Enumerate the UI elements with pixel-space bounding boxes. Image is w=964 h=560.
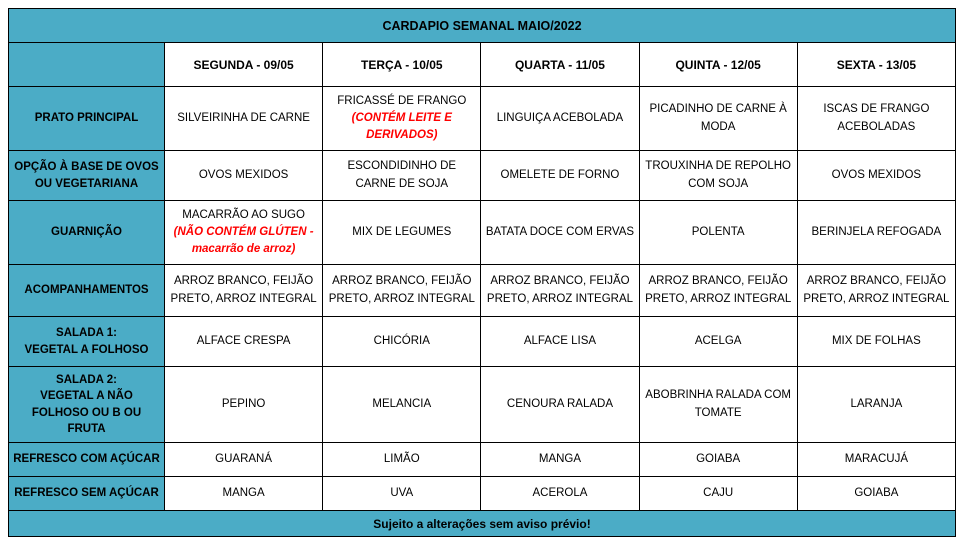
row-header-line: GUARNIÇÃO — [51, 226, 122, 239]
dish-name: ALFACE LISA — [523, 334, 597, 347]
menu-cell — [165, 87, 323, 151]
day-header-1: SEGUNDA - 09/05 — [165, 43, 323, 87]
dish-name: MIX DE LEGUMES — [352, 225, 452, 238]
menu-cell — [165, 317, 323, 367]
dish-name: LIMÃO — [383, 452, 420, 465]
menu-row-7 — [9, 477, 956, 511]
row-header-line: SALADA 1: — [56, 327, 117, 340]
menu-cell — [323, 87, 481, 151]
dish-name: PEPINO — [221, 397, 266, 410]
menu-row-2 — [9, 201, 956, 265]
dish-name: BATATA DOCE COM ERVAS — [485, 225, 635, 238]
menu-cell — [165, 151, 323, 201]
row-header-line: OU VEGETARIANA — [34, 177, 139, 190]
row-header-line: VEGETAL A FOLHOSO — [24, 343, 149, 356]
dish-name: OMELETE DE FORNO — [500, 168, 620, 181]
menu-cell — [165, 265, 323, 317]
menu-row-0 — [9, 87, 956, 151]
row-header-line: REFRESCO SEM AÇÚCAR — [14, 487, 159, 500]
dish-name: ACEROLA — [532, 486, 588, 499]
row-header-line: SALADA 2: — [56, 374, 117, 387]
row-header-line: PRATO PRINCIPAL — [34, 112, 139, 125]
dish-name: GUARANÁ — [215, 452, 273, 465]
row-header — [9, 87, 165, 151]
menu-cell — [797, 87, 955, 151]
dish-name: MARACUJÁ — [844, 452, 908, 465]
menu-cell — [797, 443, 955, 477]
allergen-note: (CONTÉM LEITE E DERIVADOS) — [351, 111, 452, 142]
dish-name: GOIABA — [854, 486, 899, 499]
dish-name: OVOS MEXIDOS — [831, 168, 922, 181]
menu-row-5 — [9, 367, 956, 443]
dish-name: ESCONDIDINHO DE CARNE DE SOJA — [347, 160, 457, 190]
day-header-5: SEXTA - 13/05 — [797, 43, 955, 87]
dish-name: MIX DE FOLHAS — [831, 334, 921, 347]
menu-cell — [323, 265, 481, 317]
dish-name: MANGA — [222, 486, 265, 499]
dish-name: UVA — [390, 486, 414, 499]
dish-name: TROUXINHA DE REPOLHO COM SOJA — [645, 160, 791, 190]
menu-cell — [165, 477, 323, 511]
dish-name: MELANCIA — [372, 397, 432, 410]
day-header-3: QUARTA - 11/05 — [481, 43, 639, 87]
menu-row-4 — [9, 317, 956, 367]
dish-name: MACARRÃO AO SUGO — [182, 208, 305, 221]
menu-body — [9, 87, 956, 511]
row-header-line: FOLHOSO OU B OU — [31, 406, 142, 419]
row-header — [9, 151, 165, 201]
dish-name: POLENTA — [691, 225, 745, 238]
day-header-row — [9, 43, 956, 87]
weekly-menu-table — [8, 8, 956, 537]
dish-name: MANGA — [538, 452, 582, 465]
dish-name: ARROZ BRANCO, FEIJÃO PRETO, ARROZ INTEGRAL — [170, 275, 317, 305]
menu-cell — [639, 87, 797, 151]
row-header — [9, 367, 165, 443]
row-header — [9, 477, 165, 511]
menu-cell — [481, 317, 639, 367]
dish-name: SILVEIRINHA DE CARNE — [177, 111, 310, 124]
dish-name: LINGUIÇA ACEBOLADA — [496, 111, 624, 124]
menu-cell — [165, 367, 323, 443]
menu-cell — [165, 201, 323, 265]
dish-name: CAJU — [703, 486, 734, 499]
menu-cell — [797, 201, 955, 265]
dish-name: PICADINHO DE CARNE À MODA — [649, 103, 787, 133]
menu-cell — [481, 201, 639, 265]
menu-cell — [481, 367, 639, 443]
menu-cell — [481, 443, 639, 477]
dish-name: OVOS MEXIDOS — [198, 168, 289, 181]
menu-cell — [639, 151, 797, 201]
menu-cell — [797, 151, 955, 201]
menu-cell — [323, 151, 481, 201]
row-header-line: ACOMPANHAMENTOS — [24, 284, 149, 297]
day-header-4: QUINTA - 12/05 — [639, 43, 797, 87]
row-header-line: REFRESCO COM AÇÚCAR — [13, 453, 160, 466]
menu-cell — [639, 317, 797, 367]
dish-name: BERINJELA REFOGADA — [811, 225, 942, 238]
dish-name: GOIABA — [696, 452, 741, 465]
menu-cell — [323, 367, 481, 443]
menu-cell — [481, 87, 639, 151]
menu-row-3 — [9, 265, 956, 317]
dish-name: CHICÓRIA — [373, 334, 430, 347]
menu-cell — [323, 317, 481, 367]
row-header — [9, 317, 165, 367]
day-header-2: TERÇA - 10/05 — [323, 43, 481, 87]
row-header-line: OPÇÃO À BASE DE OVOS — [14, 161, 159, 174]
footer-row — [9, 511, 956, 537]
row-header — [9, 201, 165, 265]
menu-row-1 — [9, 151, 956, 201]
menu-cell — [797, 477, 955, 511]
corner-cell — [9, 43, 165, 87]
menu-cell — [323, 477, 481, 511]
row-header — [9, 265, 165, 317]
menu-cell — [323, 201, 481, 265]
menu-cell — [797, 367, 955, 443]
row-header — [9, 443, 165, 477]
menu-cell — [639, 477, 797, 511]
footer-note: Sujeito a alterações sem aviso prévio! — [9, 511, 956, 537]
menu-cell — [797, 265, 955, 317]
menu-cell — [481, 477, 639, 511]
menu-cell — [481, 151, 639, 201]
dish-name: ACELGA — [694, 334, 742, 347]
menu-cell — [639, 443, 797, 477]
menu-title: CARDAPIO SEMANAL MAIO/2022 — [9, 9, 956, 43]
title-row — [9, 9, 956, 43]
menu-row-6 — [9, 443, 956, 477]
dish-name: ARROZ BRANCO, FEIJÃO PRETO, ARROZ INTEGRAL — [328, 275, 475, 305]
dish-name: FRICASSÉ DE FRANGO — [337, 94, 467, 107]
menu-cell — [639, 265, 797, 317]
menu-cell — [797, 317, 955, 367]
menu-cell — [165, 443, 323, 477]
dish-name: ARROZ BRANCO, FEIJÃO PRETO, ARROZ INTEGRAL — [486, 275, 634, 305]
dish-name: ALFACE CRESPA — [196, 334, 291, 347]
menu-cell — [481, 265, 639, 317]
dish-name: ARROZ BRANCO, FEIJÃO PRETO, ARROZ INTEGRAL — [645, 275, 792, 305]
dish-name: LARANJA — [850, 397, 903, 410]
dish-name: ABOBRINHA RALADA COM TOMATE — [645, 389, 792, 419]
dish-name: CENOURA RALADA — [506, 397, 614, 410]
row-header-line: FRUTA — [67, 422, 106, 435]
dish-name: ARROZ BRANCO, FEIJÃO PRETO, ARROZ INTEGRAL — [803, 275, 950, 305]
menu-cell — [639, 367, 797, 443]
menu-cell — [323, 443, 481, 477]
dish-name: ISCAS DE FRANGO ACEBOLADAS — [823, 103, 930, 133]
row-header-line: VEGETAL A NÃO — [40, 390, 133, 403]
menu-cell — [639, 201, 797, 265]
allergen-note: (NÃO CONTÉM GLÚTEN - macarrão de arroz) — [173, 225, 314, 256]
menu-sheet — [8, 8, 956, 537]
